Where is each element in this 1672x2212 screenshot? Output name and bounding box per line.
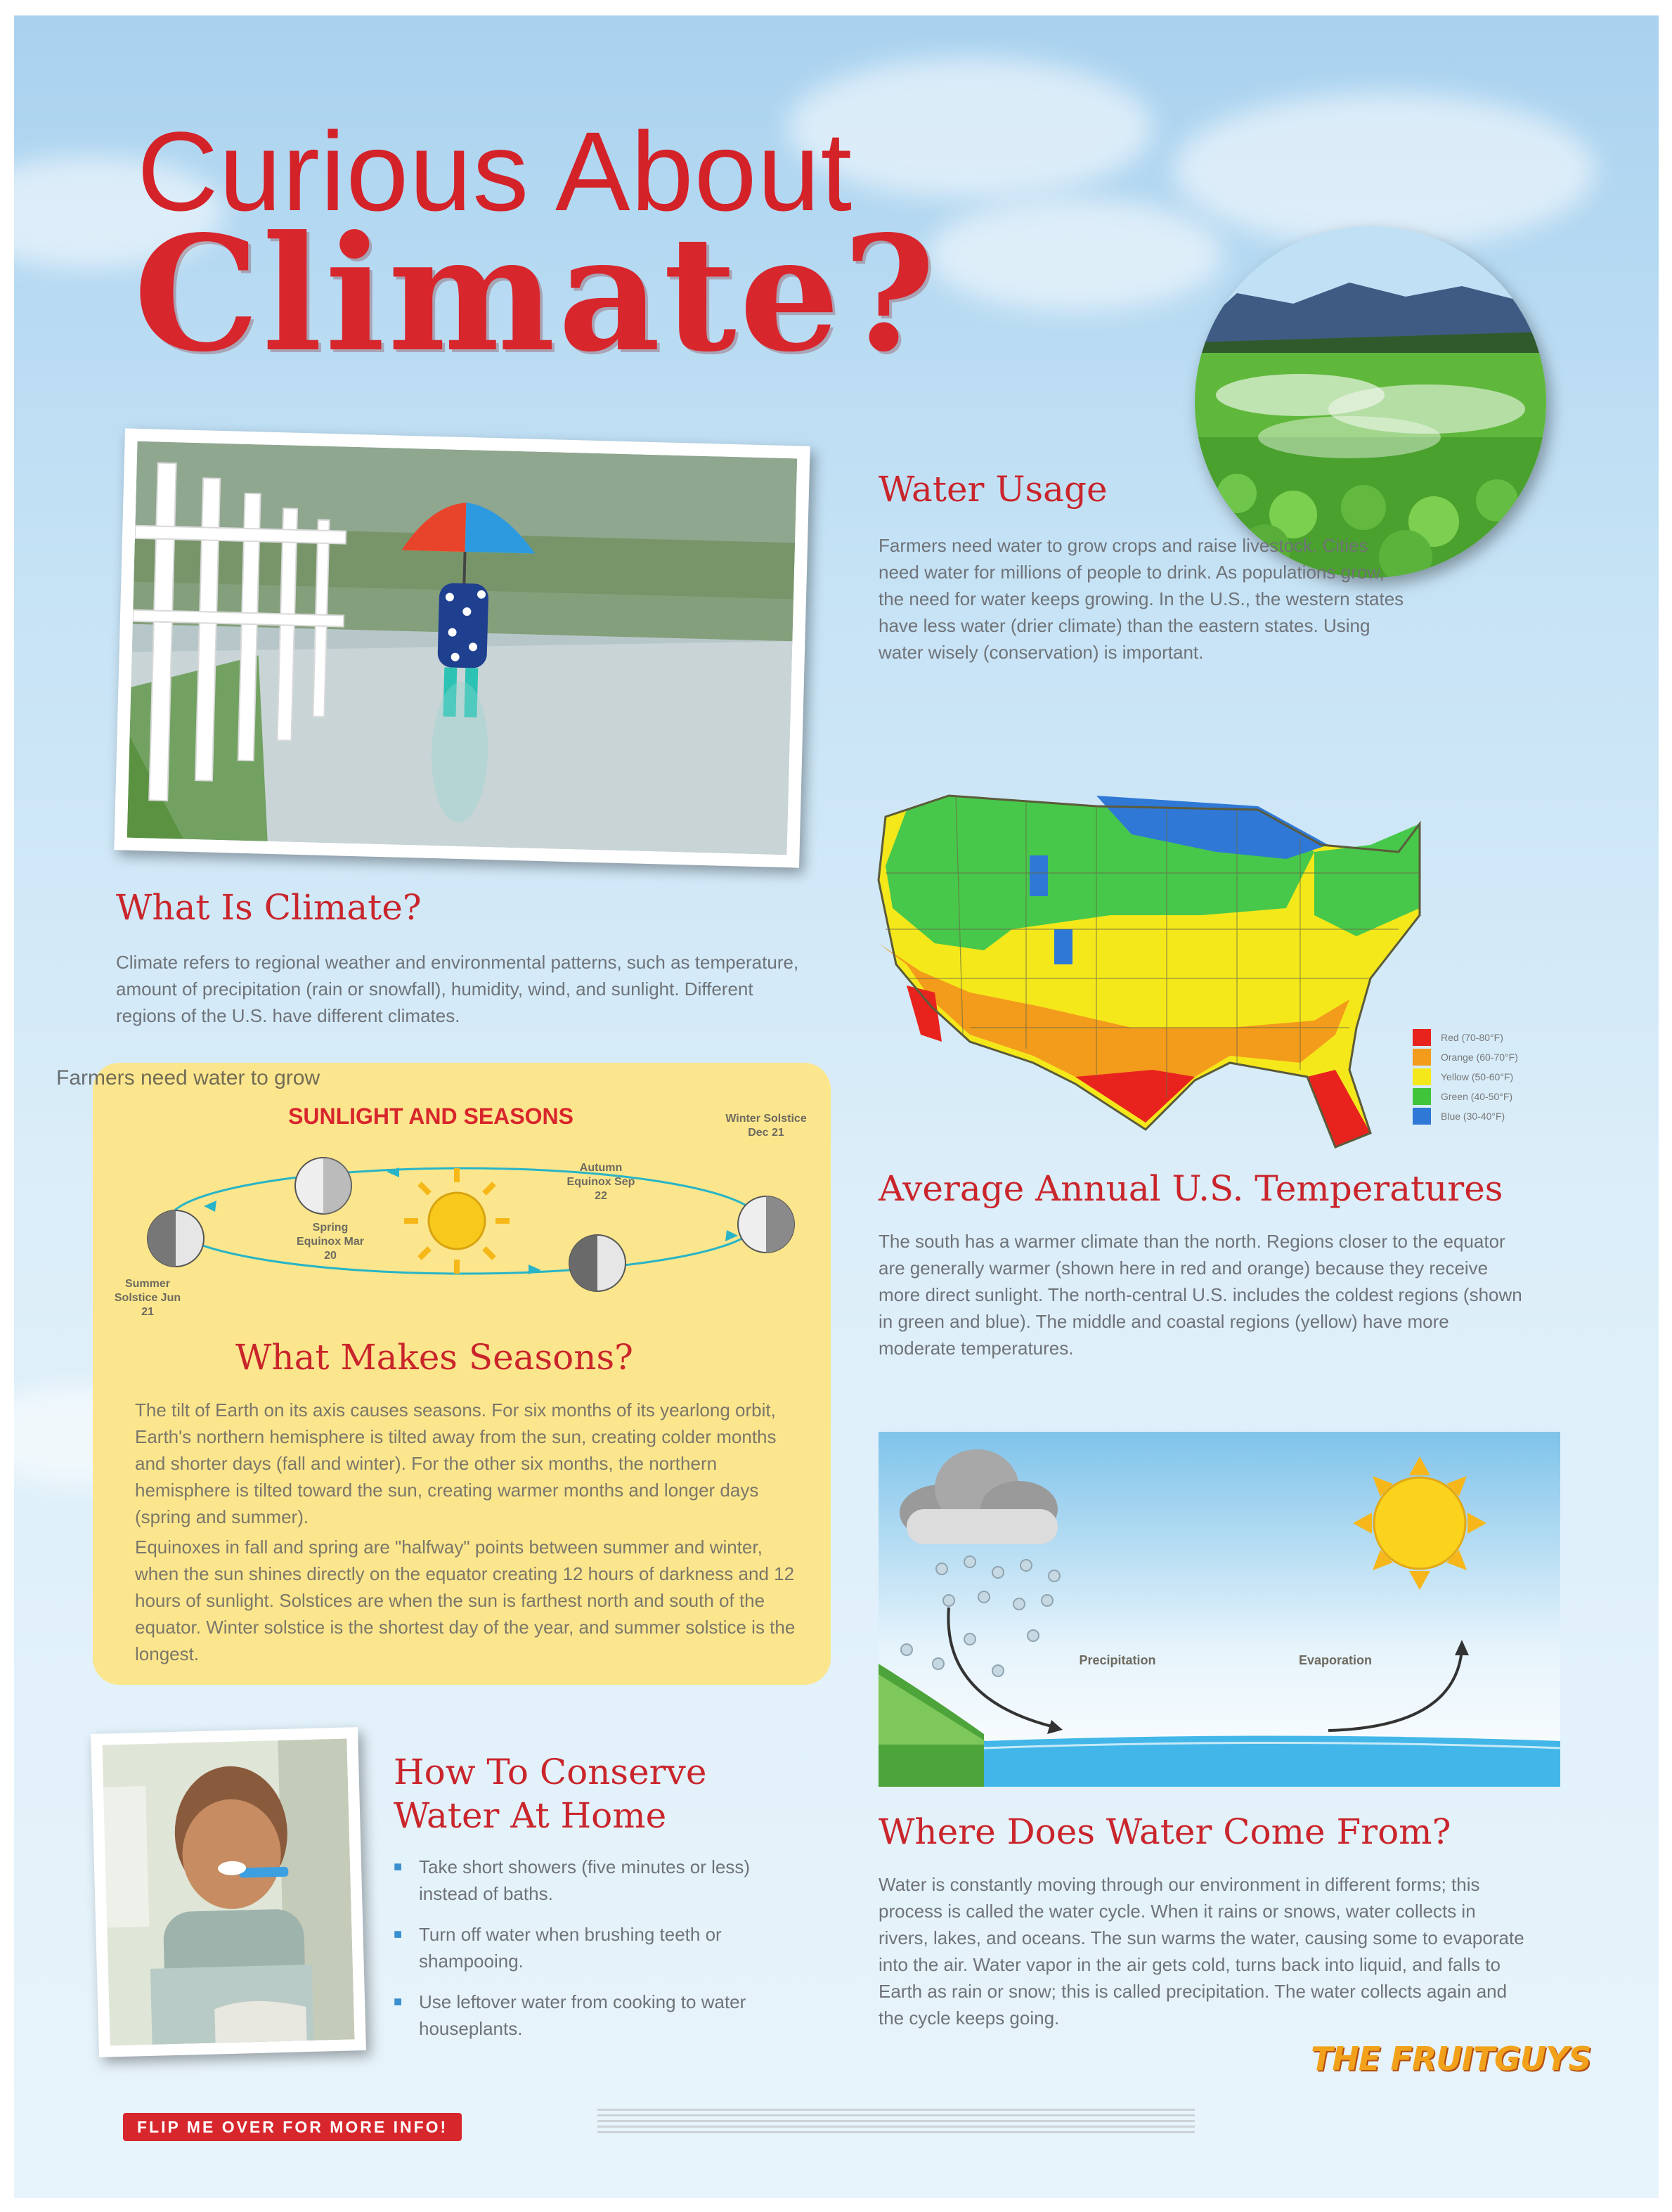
legend-label: Red (70-80°F) xyxy=(1441,1032,1503,1043)
farm-irrigation-photo xyxy=(1195,226,1546,578)
fine-print xyxy=(597,2109,1195,2137)
earth-summer-icon xyxy=(148,1210,204,1267)
label-summer-solstice: Summer Solstice Jun 21 xyxy=(114,1278,181,1318)
legend-swatch xyxy=(1413,1049,1431,1066)
legend-item-red xyxy=(1413,1028,1518,1047)
legend-swatch xyxy=(1413,1068,1431,1085)
earth-winter-icon xyxy=(738,1196,794,1253)
conserve-bullet: ■ Take short showers (five minutes or less) instead of baths. xyxy=(394,1854,787,1907)
title-line1: Curious About xyxy=(137,108,853,234)
legend-item-blue xyxy=(1413,1106,1518,1126)
temperatures-body: The south has a warmer climate than the north. Regions closer to the equator are generally warmer (shown here in red and orange) because they receive more direct sunlight. The north-central U.S. includes the coldest regions (shown in green and blue). The middle and coastal regions (yellow) have more moderate temperatures. xyxy=(879,1231,1522,1359)
map-legend xyxy=(1413,1028,1518,1126)
label-spring-equinox: Spring Equinox Mar 20 xyxy=(296,1222,364,1262)
legend-label: Orange (60-70°F) xyxy=(1441,1052,1518,1063)
girl-umbrella-photo xyxy=(127,441,797,855)
earth-autumn-icon xyxy=(569,1235,626,1291)
legend-item-green xyxy=(1413,1087,1518,1106)
flip-banner: FLIP ME OVER FOR MORE INFO! xyxy=(123,2113,462,2141)
seasons-orbit-diagram xyxy=(119,1133,822,1309)
legend-item-orange xyxy=(1413,1047,1518,1067)
water-source-heading: Where Does Water Come From? xyxy=(879,1811,1451,1852)
cloud xyxy=(1174,93,1595,247)
conserve-heading-line1: How To Conserve xyxy=(394,1752,707,1792)
poster xyxy=(14,15,1659,2198)
seasons-para2: Equinoxes in fall and spring are "halfway" points between summer and winter, when the sun shines directly on the equator creating 12 hours of darkness and 12 hours of sunlight. Solstices are when the sun is farthest north and south of the equator. Winter solstice is the shortest day of the year, and summer solstice is the longest. xyxy=(135,1537,796,1664)
label-autumn-equinox: Autumn Equinox Sep 22 xyxy=(566,1162,635,1202)
label-evaporation: Evaporation xyxy=(1298,1653,1373,1667)
what-makes-seasons-heading: What Makes Seasons? xyxy=(235,1337,633,1378)
label-precipitation: Precipitation xyxy=(1079,1653,1156,1667)
legend-label: Yellow (50-60°F) xyxy=(1441,1071,1514,1082)
boy-brushing-photo xyxy=(102,1739,354,2046)
conserve-bullet: ■ Turn off water when brushing teeth or shampooing. xyxy=(394,1921,787,1974)
conserve-heading-line2: Water At Home xyxy=(394,1795,667,1836)
temperatures-heading: Average Annual U.S. Temperatures xyxy=(879,1168,1503,1209)
legend-label: Green (40-50°F) xyxy=(1441,1091,1513,1102)
legend-item-yellow xyxy=(1413,1067,1518,1087)
sun-icon xyxy=(1353,1456,1486,1590)
what-is-climate-heading: What Is Climate? xyxy=(116,887,422,928)
what-is-climate-body: Climate refers to regional weather and environmental patterns, such as temperature, amount of precipitation (rain or snowfall), humidity, wind, and sunlight. Different regions of the U.S. have different climates. xyxy=(116,952,799,1026)
earth-spring-icon xyxy=(295,1158,351,1214)
label-winter-solstice: Winter Solstice Dec 21 xyxy=(725,1113,807,1139)
cloud xyxy=(928,198,1223,311)
legend-swatch xyxy=(1413,1088,1431,1105)
sunlight-seasons-title: SUNLIGHT AND SEASONS xyxy=(288,1104,573,1129)
seasons-para1: The tilt of Earth on its axis causes seasons. For six months of its yearlong orbit, Earth's northern hemisphere is tilted away from the sun, creating colder months and shorter days (fall and winter). For the other six months, the northern hemisphere is tilted toward the sun, creating warmer months and longer days (spring and summer). xyxy=(135,1399,777,1527)
fruitguys-logo: THE FRUITGUYS xyxy=(1311,2040,1591,2078)
girl-umbrella-photo-frame xyxy=(114,428,810,867)
stray-overlay-text: Farmers need water to grow xyxy=(56,1066,320,1089)
water-source-body: Water is constantly moving through our environment in different forms; this process is called the water cycle. When it rains or snows, water collects in rivers, lakes, and oceans. The sun warms the water, causing some to evaporate into the air. Water vapor in the air gets cold, turns back into liquid, and falls to Earth as rain or snow; this is called precipitation. The water collects again and the cycle keeps going. xyxy=(879,1874,1524,2029)
title-line2: Climate? xyxy=(134,202,938,387)
boy-brushing-photo-frame xyxy=(91,1727,366,2057)
conserve-list xyxy=(394,1854,787,2056)
water-usage-body: Farmers need water to grow crops and raise livestock. Cities need water for millions of people to drink. As populations grow, the need for water keeps growing. In the U.S., the western states have less water (drier climate) than the eastern states. Using water wisely (conservation) is important. xyxy=(879,535,1404,663)
legend-swatch xyxy=(1413,1029,1431,1046)
legend-swatch xyxy=(1413,1108,1431,1125)
conserve-bullet: ■ Use leftover water from cooking to water houseplants. xyxy=(394,1988,787,2042)
water-cycle-diagram xyxy=(879,1432,1560,1787)
legend-label: Blue (30-40°F) xyxy=(1441,1111,1505,1122)
water-usage-heading: Water Usage xyxy=(879,469,1108,510)
sun-icon xyxy=(404,1168,510,1274)
